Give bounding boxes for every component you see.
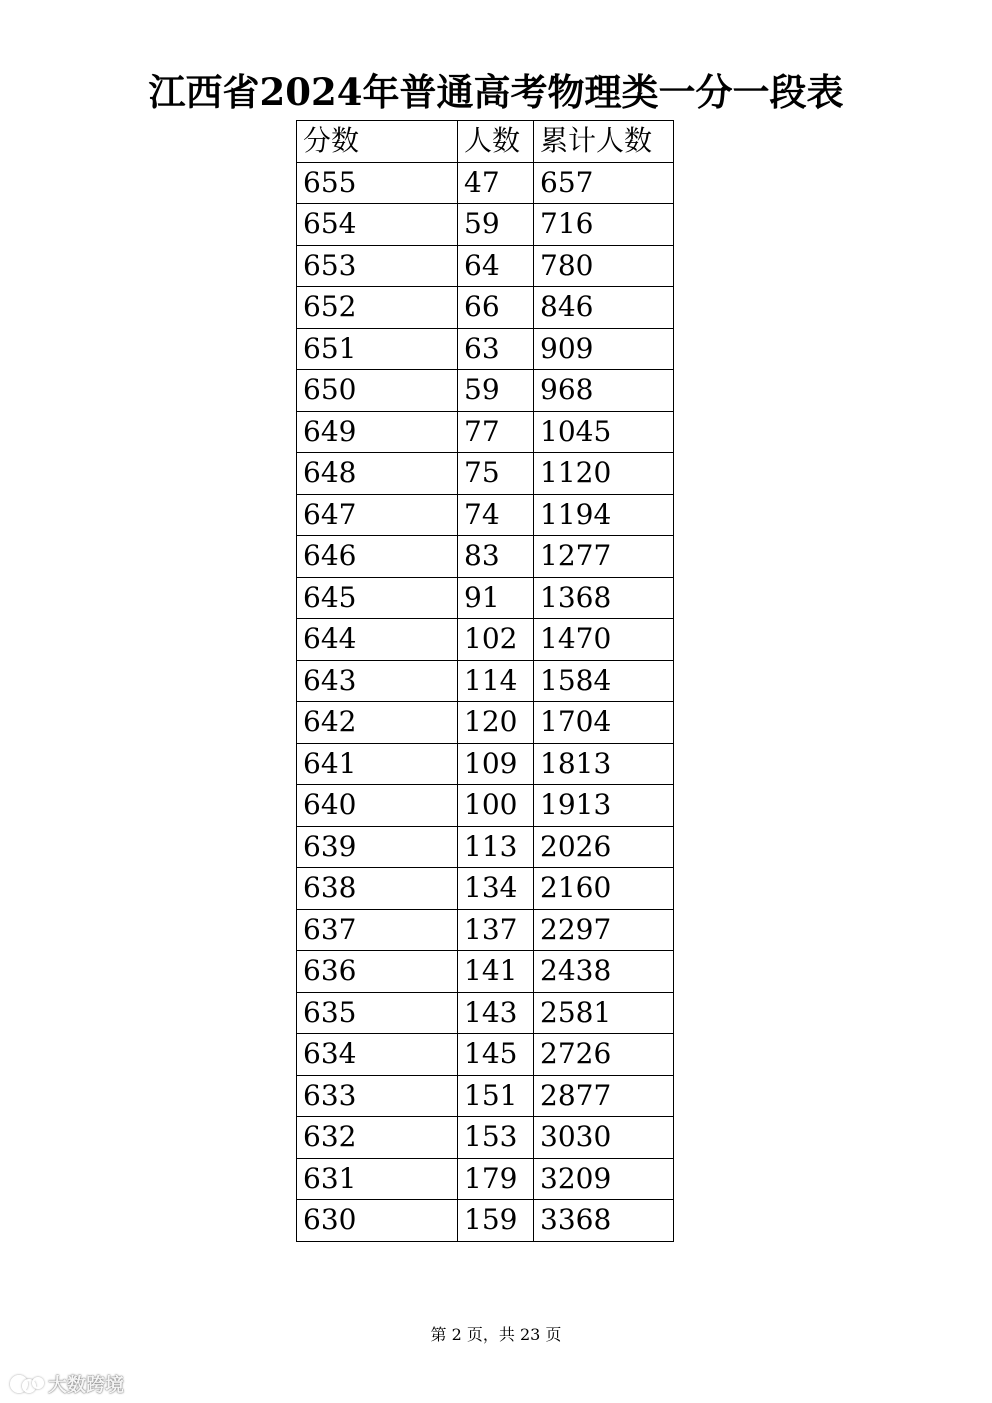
cell-count: 159 [458,1200,534,1242]
cell-score: 636 [297,951,458,993]
cell-cumulative: 2438 [534,951,674,993]
header-count: 人数 [458,121,534,163]
table-row [297,162,674,204]
cell-cumulative: 846 [534,287,674,329]
cell-cumulative: 3030 [534,1117,674,1159]
table-row [297,1158,674,1200]
table-row [297,204,674,246]
cell-score: 652 [297,287,458,329]
cell-cumulative: 909 [534,328,674,370]
cell-count: 137 [458,909,534,951]
cell-score: 649 [297,411,458,453]
table-row [297,411,674,453]
table-header-row [297,121,674,163]
cell-count: 141 [458,951,534,993]
table-row [297,1117,674,1159]
cell-count: 134 [458,868,534,910]
table-row [297,328,674,370]
table-row [297,536,674,578]
table-row [297,287,674,329]
cell-score: 634 [297,1034,458,1076]
cell-count: 59 [458,204,534,246]
cell-count: 47 [458,162,534,204]
cell-cumulative: 1368 [534,577,674,619]
cell-cumulative: 1120 [534,453,674,495]
cell-cumulative: 3368 [534,1200,674,1242]
cell-cumulative: 1584 [534,660,674,702]
cell-count: 109 [458,743,534,785]
page-title: 江西省2024年普通高考物理类一分一段表 [148,70,844,114]
cell-score: 635 [297,992,458,1034]
table-row [297,1034,674,1076]
cell-score: 632 [297,1117,458,1159]
cell-score: 651 [297,328,458,370]
table-row [297,494,674,536]
cell-cumulative: 1813 [534,743,674,785]
cell-cumulative: 968 [534,370,674,412]
table-row [297,660,674,702]
cell-cumulative: 1194 [534,494,674,536]
watermark-text: 大数跨境 [48,1374,125,1396]
table-row [297,826,674,868]
cell-score: 653 [297,245,458,287]
cell-score: 647 [297,494,458,536]
cell-count: 77 [458,411,534,453]
watermark [8,1370,124,1397]
cell-count: 114 [458,660,534,702]
cell-score: 654 [297,204,458,246]
cell-score: 638 [297,868,458,910]
cell-count: 63 [458,328,534,370]
table-row [297,868,674,910]
page-footer: 第 2 页，共 23 页 [430,1325,562,1344]
cell-cumulative: 1045 [534,411,674,453]
cell-score: 633 [297,1075,458,1117]
table-row [297,785,674,827]
table-row [297,245,674,287]
cell-cumulative: 716 [534,204,674,246]
table-row [297,453,674,495]
cell-score: 630 [297,1200,458,1242]
cell-count: 113 [458,826,534,868]
cell-score: 639 [297,826,458,868]
cell-count: 66 [458,287,534,329]
cell-score: 642 [297,702,458,744]
cell-count: 102 [458,619,534,661]
cell-count: 83 [458,536,534,578]
cell-count: 75 [458,453,534,495]
cell-count: 59 [458,370,534,412]
cell-cumulative: 1913 [534,785,674,827]
cell-score: 637 [297,909,458,951]
cell-count: 74 [458,494,534,536]
cell-count: 100 [458,785,534,827]
cell-score: 648 [297,453,458,495]
cell-count: 64 [458,245,534,287]
cell-cumulative: 2581 [534,992,674,1034]
cell-count: 91 [458,577,534,619]
cell-cumulative: 2160 [534,868,674,910]
cell-cumulative: 780 [534,245,674,287]
cell-score: 655 [297,162,458,204]
cell-count: 151 [458,1075,534,1117]
cell-cumulative: 2297 [534,909,674,951]
cell-cumulative: 2726 [534,1034,674,1076]
table-row [297,951,674,993]
cell-score: 650 [297,370,458,412]
cell-count: 145 [458,1034,534,1076]
table-row [297,909,674,951]
header-cumulative: 累计人数 [534,121,674,163]
cell-score: 641 [297,743,458,785]
table-row [297,743,674,785]
cell-score: 646 [297,536,458,578]
cell-cumulative: 1470 [534,619,674,661]
cell-cumulative: 657 [534,162,674,204]
table-row [297,992,674,1034]
score-distribution-table [296,120,674,1242]
table-row [297,1075,674,1117]
cell-score: 640 [297,785,458,827]
table-row [297,702,674,744]
cell-cumulative: 1277 [534,536,674,578]
cell-count: 120 [458,702,534,744]
table-row [297,370,674,412]
cell-score: 644 [297,619,458,661]
cell-count: 179 [458,1158,534,1200]
table-body [297,162,674,1241]
cell-cumulative: 3209 [534,1158,674,1200]
watermark-logo-icon [8,1371,44,1397]
cell-score: 643 [297,660,458,702]
cell-cumulative: 1704 [534,702,674,744]
cell-score: 631 [297,1158,458,1200]
cell-cumulative: 2877 [534,1075,674,1117]
cell-cumulative: 2026 [534,826,674,868]
table-row [297,577,674,619]
header-score: 分数 [297,121,458,163]
cell-score: 645 [297,577,458,619]
table-row [297,1200,674,1242]
cell-count: 143 [458,992,534,1034]
cell-count: 153 [458,1117,534,1159]
table-row [297,619,674,661]
